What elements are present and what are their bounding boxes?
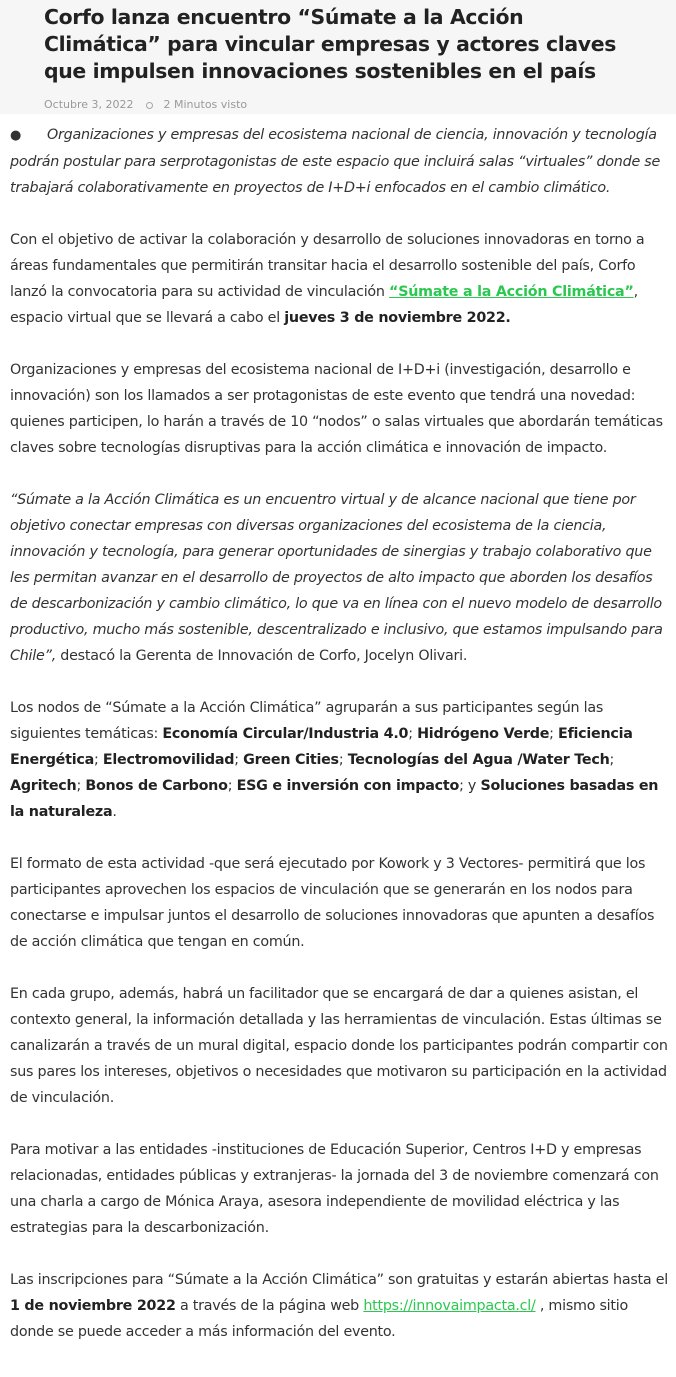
paragraph-9: Las inscripciones para “Súmate a la Acción Climática” son gratuitas y estarán abiertas hasta el 1 de noviembre 2022 a través de la página web https://innovaimpacta.cl/ , mismo sitio donde se puede acceder a más información del evento. [10,1272,668,1340]
theme-item: Bonos de Carbono [85,778,228,794]
publish-date: Octubre 3, 2022 [44,98,134,111]
paragraph-8: Para motivar a las entidades -instituciones de Educación Superior, Centros I+D y empresas relacionadas, entidades públicas y extranjeras- la jornada del 3 de noviembre comenzará con una charla a cargo de Mónica Araya, asesora independiente de movilidad eléctrica y las estrategias para la descarbonización. [10,1142,659,1236]
paragraph-7: En cada grupo, además, habrá un facilitador que se encargará de dar a quienes asistan, el contexto general, la información detallada y las herramientas de vinculación. Estas últimas se canalizarán a través de un mural digital, espacio donde los participantes podrán compartir con sus pares los intereses, objetivos o necesidades que motivaron su participación en la actividad de vinculación. [10,986,668,1106]
theme-item: ESG e inversión con impacto [236,778,460,794]
paragraph-6: El formato de esta actividad -que será ejecutado por Kowork y 3 Vectores- permitirá que los participantes aprovechen los espacios de vinculación que se generarán en los nodos para conectarse e impulsar juntos el desarrollo de soluciones innovadoras que apunten a desafíos de acción climática que tengan en común. [10,856,655,950]
event-link[interactable]: “Súmate a la Acción Climática” [389,284,634,300]
event-date: jueves 3 de noviembre 2022. [284,310,511,326]
website-link[interactable]: https://innovaimpacta.cl/ [363,1298,536,1314]
theme-item: Green Cities [243,752,339,768]
read-time: 2 Minutos visto [163,98,248,111]
circle-separator-icon [146,102,153,109]
article-meta [44,97,247,113]
quote: “Súmate a la Acción Climática es un encuentro virtual y de alcance nacional que tiene por objetivo conectar empresas con diversas organizaciones del ecosistema de la ciencia, innovación y tecnología, para generar oportunidades de sinergias y trabajo colaborativo que les permitan avanzar en el desarrollo de proyectos de alto impacto que aborden los desafíos de descarbonización y cambio climático, lo que va en línea con el nuevo modelo de desarrollo productivo, mucho más sostenible, descentralizado e inclusivo, que estamos impulsando para Chile”, [10,492,663,664]
paragraph-2: Con el objetivo de activar la colaboración y desarrollo de soluciones innovadoras en torno a áreas fundamentales que permitirán transitar hacia el desarrollo sostenible del país, Corfo lanzó la convocatoria para su actividad de vinculación “Súmate a la Acción Climática”, espacio virtual que se llevará a cabo el jueves 3 de noviembre 2022. [10,232,645,326]
registration-deadline: 1 de noviembre 2022 [10,1298,176,1314]
theme-item: Tecnologías del Agua /Water Tech [347,752,610,768]
article-title: Corfo lanza encuentro “Súmate a la Acción Climática” para vincular empresas y actores claves que impulsen innovaciones sostenibles en el país [44,5,617,83]
paragraph-themes: Los nodos de “Súmate a la Acción Climática” agruparán a sus participantes según las siguientes temáticas: Economía Circular/Industria 4.0; Hidrógeno Verde; Eficiencia Energética; Electromovilidad; Green Cities; Tecnologías del Agua /Water Tech; Agritech; Bonos de Carbono; ESG e inversión con impacto; y Soluciones basadas en la naturaleza. [10,700,659,820]
theme-item: Agritech [10,778,77,794]
article-header [0,0,676,114]
bullet-icon: ● [10,128,22,143]
theme-item: Economía Circular/Industria 4.0 [162,726,409,742]
quote-attribution: destacó la Gerenta de Innovación de Corfo, Jocelyn Olivari. [56,648,468,664]
article-body [10,122,670,1371]
paragraph-3: Organizaciones y empresas del ecosistema nacional de I+D+i (investigación, desarrollo e innovación) son los llamados a ser protagonistas de este evento que tendrá una novedad: quienes participen, lo harán a través de 10 “nodos” o salas virtuales que abordarán temáticas claves sobre tecnologías disruptivas para la acción climática e innovación de impacto. [10,362,663,456]
lead-paragraph: ● Organizaciones y empresas del ecosistema nacional de ciencia, innovación y tecnología podrán postular para serprotagonistas de este espacio que incluirá salas “virtuales” donde se trabajará colaborativamente en proyectos de I+D+i enfocados en el cambio climático. [10,122,670,201]
theme-item: Soluciones basadas en la naturaleza [10,778,659,820]
theme-item: Hidrógeno Verde [417,726,550,742]
paragraph-quote [10,487,670,669]
theme-item: Eficiencia Energética [10,726,633,768]
theme-item: Electromovilidad [102,752,235,768]
